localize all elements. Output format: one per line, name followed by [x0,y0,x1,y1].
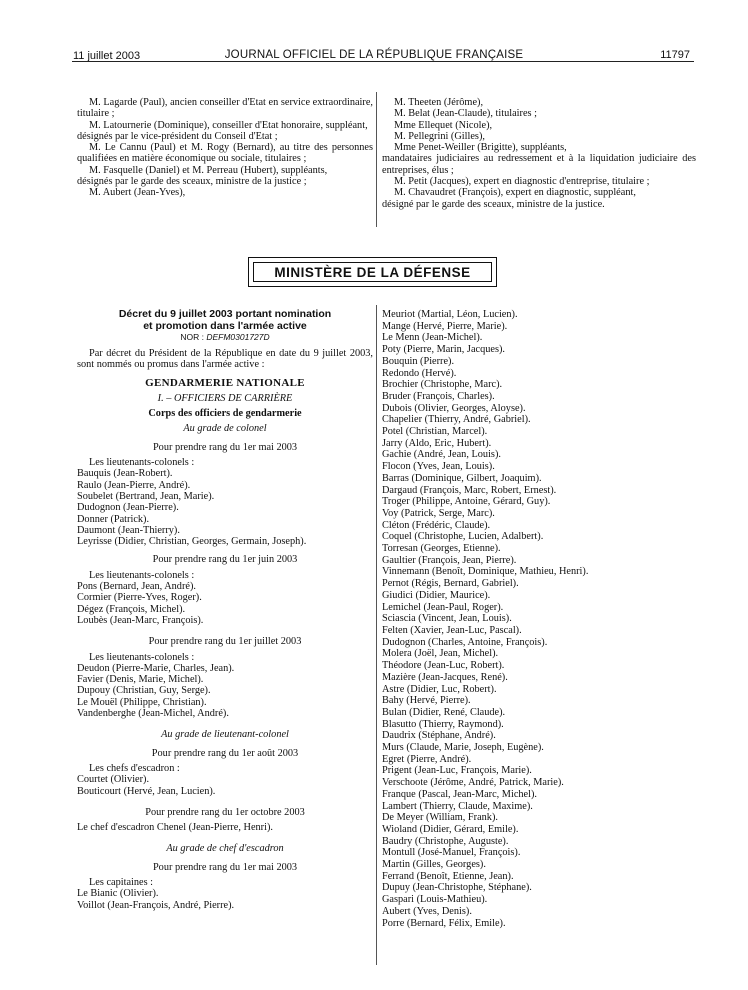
grade-heading: Au grade de colonel [183,423,267,435]
corps-heading: Corps des officiers de gendarmerie [148,408,302,420]
list-item: Blasutto (Thierry, Raymond). [382,718,504,730]
list-item: Redondo (Hervé). [382,367,457,379]
list-item: Gaultier (François, Jean, Pierre). [382,554,517,566]
list-item: Voillot (Jean-François, André, Pierre). [77,899,235,911]
list-item: Giudici (Didier, Maurice). [382,589,491,601]
paragraph: M. Theeten (Jérôme), [394,97,484,108]
list-item: Baudry (Christophe, Auguste). [382,835,509,847]
list-item: Wioland (Didier, Gérard, Emile). [382,823,519,835]
nor-label: NOR : [180,332,207,342]
paragraph: M. Lagarde (Paul), ancien conseiller d'Etat en service extraordinaire, titulaire ; [77,97,373,120]
list-item: Bouquin (Pierre). [382,355,455,367]
list-item: Favier (Denis, Marie, Michel). [77,674,204,686]
list-item: Lambert (Thierry, Claude, Maxime). [382,800,533,812]
list-item: Pernot (Régis, Bernard, Gabriel). [382,578,519,590]
paragraph: Mme Penet-Weiller (Brigitte), suppléants, [394,142,567,154]
list-item: Egret (Pierre, André). [382,753,472,765]
list-item: Franque (Pascal, Jean-Marc, Michel). [382,788,537,800]
list-item: Loubès (Jean-Marc, François). [77,614,204,626]
list-item: Bulan (Didier, René, Claude). [382,706,506,718]
top-left-column [77,97,373,199]
list-item: De Meyer (William, Frank). [382,812,498,824]
list-item: Cléton (Frédéric, Claude). [382,519,491,531]
decree-title-line-1: Décret du 9 juillet 2003 portant nomination [118,308,332,320]
list-item: Théodore (Jean-Luc, Robert). [382,660,505,672]
rank-label: Les lieutenants-colonels : [89,569,195,581]
rank-label: Les capitaines : [89,876,154,888]
list-item: Verschoote (Jérôme, André, Patrick, Marie). [382,777,564,789]
list-item: Pons (Bernard, Jean, André). [77,581,196,593]
rank-label: Les lieutenants-colonels : [89,457,195,469]
list-item: Le chef d'escadron Chenel (Jean-Pierre, Henri). [77,822,273,834]
list-item: Dudognon (Charles, Antoine, François). [382,636,548,648]
list-item: Barras (Dominique, Gilbert, Joaquim). [382,472,542,484]
list-item: Deudon (Pierre-Marie, Charles, Jean). [77,662,235,674]
list-item: Le Mouël (Philippe, Christian). [77,696,207,708]
list-item: Raulo (Jean-Pierre, André). [77,479,191,491]
list-item: Vandenberghe (Jean-Michel, André). [77,708,229,720]
top-right-column [382,97,696,210]
list-item: Brochier (Christophe, Marc). [382,379,503,391]
paragraph: M. Latournerie (Dominique), conseiller d'Etat honoraire, suppléant, [89,119,368,131]
rank-date: Pour prendre rang du 1er mai 2003 [152,441,298,453]
page-number: 11797 [660,49,690,61]
list-item: Coquel (Christophe, Lucien, Adalbert). [382,531,544,543]
ministry-banner [248,257,497,287]
column-divider-top [376,92,377,227]
rank-date: Pour prendre rang du 1er juin 2003 [152,554,298,566]
list-item: Bruder (François, Charles). [382,390,495,402]
list-item: Gachie (André, Jean, Louis). [382,449,501,461]
list-item: Cormier (Pierre-Yves, Roger). [77,592,202,604]
rank-date: Pour prendre rang du 1er mai 2003 [152,861,298,873]
list-item: Dupouy (Christian, Guy, Serge). [77,685,211,697]
paragraph: Mme Ellequet (Nicole), [394,119,493,131]
paragraph: désignés par le garde des sceaux, ministre de la justice ; [77,176,307,188]
list-item: Daumont (Jean-Thierry). [77,524,180,536]
nor-reference [77,332,373,343]
list-item: Martin (Gilles, Georges). [382,859,486,871]
list-item: Dubois (Olivier, Georges, Aloyse). [382,402,526,414]
section-heading: GENDARMERIE NATIONALE [145,376,305,389]
list-item: Bahy (Hervé, Pierre). [382,695,471,707]
list-item: Mange (Hervé, Pierre, Marie). [382,320,508,332]
rank-date: Pour prendre rang du 1er août 2003 [151,747,299,759]
list-item: Astre (Didier, Luc, Robert). [382,683,497,695]
list-item: Bauquis (Jean-Robert). [77,468,173,480]
paragraph: M. Aubert (Jean-Yves), [89,187,186,199]
list-item: Mazière (Jean-Jacques, René). [382,671,508,683]
list-item: Le Bianic (Olivier). [77,888,159,900]
decree-right-column [382,309,696,929]
paragraph: désigné par le garde des sceaux, ministre de la justice. [382,198,605,210]
list-item: Porre (Bernard, Félix, Emile). [382,917,506,929]
list-item: Ferrand (Benoît, Etienne, Jean). [382,870,514,882]
list-item: Felten (Xavier, Jean-Luc, Pascal). [382,624,522,636]
header-rule [72,61,694,62]
decree-title-line-2: et promotion dans l'armée active [143,319,307,332]
header-date: 11 juillet 2003 [73,50,141,62]
paragraph: désignés par le vice-président du Conseil d'Etat ; [77,130,278,142]
paragraph: M. Chavaudret (François), expert en diagnostic, suppléant, [394,187,636,199]
paragraph: M. Pellegrini (Gilles), [394,130,485,142]
grade-heading: Au grade de chef d'escadron [166,843,284,855]
rank-date: Pour prendre rang du 1er juillet 2003 [148,636,302,648]
rank-date: Pour prendre rang du 1er octobre 2003 [145,806,305,818]
list-item: Dégez (François, Michel). [77,603,186,615]
paragraph: M. Fasquelle (Daniel) et M. Perreau (Hubert), suppléants, [89,164,328,176]
list-item: Molera (Joël, Jean, Michel). [382,648,499,660]
paragraph: M. Belat (Jean-Claude), titulaires ; [394,108,537,120]
grade-heading: Au grade de lieutenant-colonel [161,729,289,741]
list-item: Prigent (Jean-Luc, François, Marie). [382,765,532,777]
list-item: Dudognon (Jean-Pierre). [77,502,179,514]
list-item: Flocon (Yves, Jean, Louis). [382,461,495,473]
rank-label: Les lieutenants-colonels : [89,651,195,663]
column-divider [376,305,377,965]
paragraph: M. Le Cannu (Paul) et M. Rogy (Bernard), au titre des personnes qualifiées en matière économique ou sociale, titulaires ; [77,142,373,165]
decree-left-column [77,309,373,911]
list-item: Dupuy (Jean-Christophe, Stéphane). [382,882,532,894]
list-item: Le Menn (Jean-Michel). [382,332,483,344]
ministry-title: MINISTÈRE DE LA DÉFENSE [253,262,492,282]
list-item: Meuriot (Martial, Léon, Lucien). [382,309,518,320]
list-item: Courtet (Olivier). [77,774,150,786]
list-item: Gaspari (Louis-Mathieu). [382,894,488,906]
list-item: Donner (Patrick). [77,513,150,525]
list-item: Troger (Philippe, Antoine, Gérard, Guy). [382,496,551,508]
list-item: Aubert (Yves, Denis). [382,905,472,917]
subsection-heading: I. – OFFICIERS DE CARRIÈRE [157,392,293,404]
page-header [0,40,748,60]
list-item: Dargaud (François, Marc, Robert, Ernest). [382,484,557,496]
paragraph: mandataires judiciaires au redressement et à la liquidation judiciaire des entreprises, élus ; [382,153,696,176]
list-item: Poty (Pierre, Marin, Jacques). [382,344,505,356]
paragraph: M. Petit (Jacques), expert en diagnostic d'entreprise, titulaire ; [394,176,650,188]
list-item: Montull (José-Manuel, François). [382,847,521,859]
list-item: Sciascia (Vincent, Jean, Louis). [382,613,512,625]
list-item: Vinnemann (Benoît, Dominique, Mathieu, Henri). [382,566,589,578]
nor-code: DEFM0301727D [206,332,270,342]
list-item: Daudrix (Stéphane, André). [382,730,496,742]
decree-intro: Par décret du Président de la République en date du 9 juillet 2003, sont nommés ou promus dans l'armée active : [77,348,373,371]
list-item: Jarry (Aldo, Eric, Hubert). [382,437,492,449]
list-item: Soubelet (Bertrand, Jean, Marie). [77,490,215,502]
journal-title: JOURNAL OFFICIEL DE LA RÉPUBLIQUE FRANÇAISE [224,49,524,61]
list-item: Potel (Christian, Marcel). [382,426,488,438]
list-item: Torresan (Georges, Etienne). [382,543,501,555]
list-item: Murs (Claude, Marie, Joseph, Eugène). [382,742,544,754]
list-item: Voy (Patrick, Serge, Marc). [382,507,495,519]
list-item: Leyrisse (Didier, Christian, Georges, Germain, Joseph). [77,536,307,548]
list-item: Lemichel (Jean-Paul, Roger). [382,601,504,613]
list-item: Chapelier (Thierry, André, Gabriel). [382,414,531,426]
list-item: Bouticourt (Hervé, Jean, Lucien). [77,785,216,797]
rank-label: Les chefs d'escadron : [89,762,180,774]
